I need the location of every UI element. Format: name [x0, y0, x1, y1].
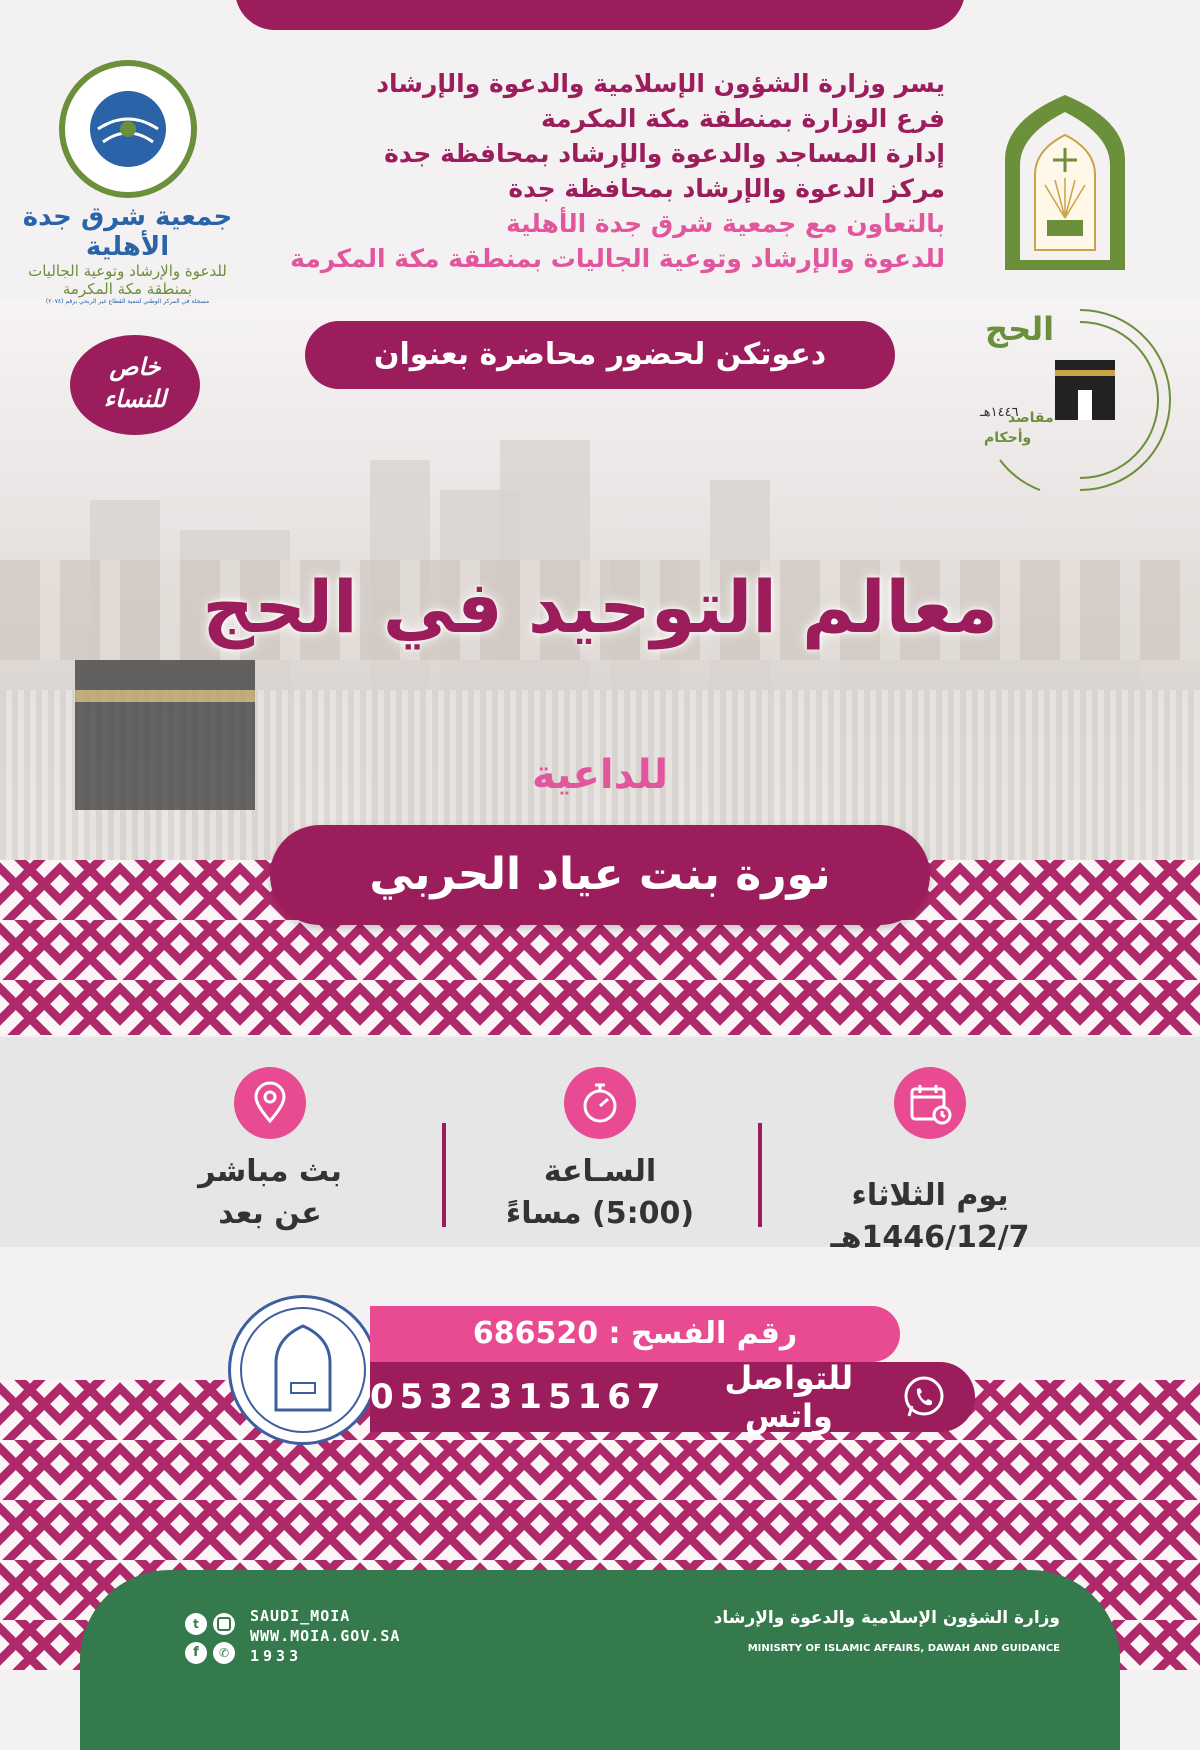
- phone-icon[interactable]: ✆: [213, 1642, 235, 1664]
- logo-registration: مسجلة في المركز الوطني لتنمية القطاع غير الربحي برقم (٢٠٧٤): [45, 298, 210, 305]
- footer-phone[interactable]: 1933: [250, 1647, 303, 1665]
- women-badge-line2: للنساء: [103, 385, 167, 413]
- lecture-title: معالم التوحيد في الحج: [202, 565, 998, 649]
- footer-ministry-ar: وزارة الشؤون الإسلامية والدعوة والإرشاد: [713, 1608, 1060, 1628]
- footer-contact-text: [250, 1606, 400, 1666]
- info-divider-left: [442, 1123, 446, 1227]
- footer-website[interactable]: WWW.MOIA.GOV.SA: [250, 1627, 401, 1645]
- header-line-3: إدارة المساجد والدعوة والإرشاد بمحافظة جدة: [384, 139, 945, 168]
- info-date: [800, 1067, 1060, 1259]
- info-time: [470, 1067, 730, 1235]
- top-banner: [235, 0, 965, 30]
- header-line-1: يسر وزارة الشؤون الإسلامية والدعوة والإرشاد: [376, 69, 945, 98]
- header-line-5: بالتعاون مع جمعية شرق جدة الأهلية: [505, 209, 945, 238]
- header-line-6: للدعوة والإرشاد وتوعية الجاليات بمنطقة مكة المكرمة: [290, 244, 945, 273]
- logo-title: جمعية شرق جدة الأهلية: [22, 202, 233, 262]
- sharq-jeddah-logo: [15, 60, 240, 305]
- logo-region: بمنطقة مكة المكرمة: [62, 280, 193, 298]
- stopwatch-icon: [564, 1067, 636, 1139]
- hajj-logo-year: ١٤٤٦هـ: [980, 405, 1019, 420]
- phone-number[interactable]: 0532315167: [370, 1377, 667, 1417]
- day-label: يوم الثلاثاء: [851, 1178, 1009, 1213]
- hajj-logo-tagline2: وأحكام: [984, 430, 1032, 446]
- broadcast-line1: بث مباشر: [198, 1154, 342, 1189]
- info-broadcast: [140, 1067, 400, 1235]
- broadcast-line2: عن بعد: [218, 1196, 322, 1231]
- whatsapp-contact-pill[interactable]: [370, 1359, 975, 1435]
- location-pin-icon: [234, 1067, 306, 1139]
- speaker-name-pill: نورة بنت عياد الحربي: [270, 825, 930, 925]
- whatsapp-icon: [901, 1374, 947, 1420]
- header-line-4: مركز الدعوة والإرشاد بمحافظة جدة: [508, 174, 945, 203]
- time-label: السـاعة: [543, 1154, 657, 1189]
- twitter-icon[interactable]: t: [185, 1613, 207, 1635]
- instagram-icon[interactable]: [213, 1613, 235, 1635]
- speaker-label: للداعية: [531, 752, 669, 798]
- time-value: (5:00) مساءً: [505, 1196, 695, 1231]
- info-divider-right: [758, 1123, 762, 1227]
- logo-subtitle: للدعوة والإرشاد وتوعية الجاليات: [28, 262, 227, 280]
- ministry-logo: [995, 90, 1135, 270]
- stamp-seal: [228, 1295, 378, 1445]
- calendar-icon: [894, 1067, 966, 1139]
- footer-handle[interactable]: SAUDI_MOIA: [250, 1607, 351, 1625]
- women-badge-line1: خاص: [109, 353, 161, 381]
- hajj-logo-title: الحج: [985, 310, 1055, 348]
- hajj-logo-tagline1: مقاصد: [1008, 410, 1054, 426]
- header-line-2: فرع الوزارة بمنطقة مكة المكرمة: [540, 104, 945, 133]
- footer-ministry-en: MINISRTY OF ISLAMIC AFFAIRS, DAWAH AND GUIDANCE: [747, 1643, 1060, 1654]
- room-number-pill: رقم الفسح : 686520: [370, 1306, 900, 1362]
- contact-label: للتواصل واتس: [724, 1359, 854, 1435]
- invite-pill: دعوتكن لحضور محاضرة بعنوان: [305, 321, 895, 389]
- globe-icon: [59, 60, 197, 198]
- women-only-badge: [70, 335, 200, 435]
- hajj-logo: [980, 300, 1180, 500]
- facebook-icon[interactable]: f: [185, 1642, 207, 1664]
- footer-social-icons: [185, 1613, 237, 1665]
- date-value: 1446/12/7هـ: [830, 1220, 1030, 1255]
